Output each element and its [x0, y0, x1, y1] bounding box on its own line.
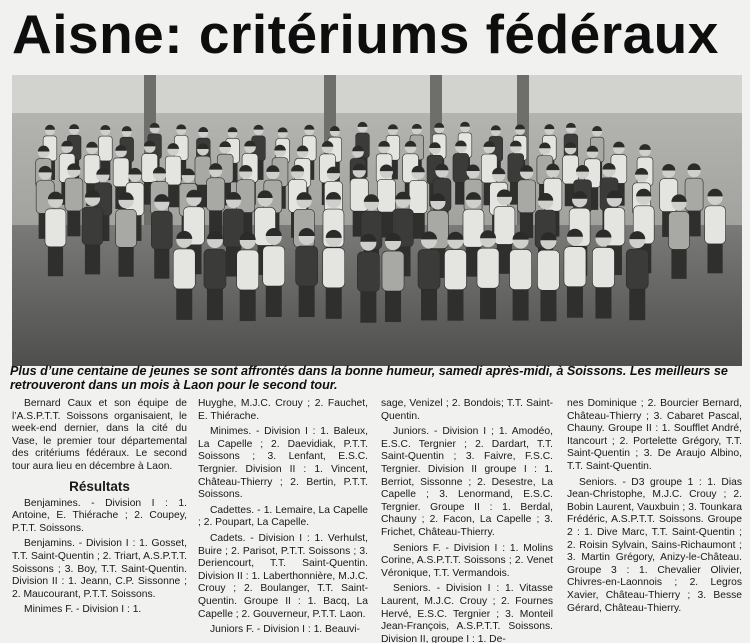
result-paragraph: Minimes. - Division I : 1. Baleux, La Capelle ; 2. Daevidiak, P.T.T. Soissons ; 3. Lenfant, E.S.C. Tergnier. Division II : 1. Vincent, Château-Thierry ; 2. Bertin, P.T.T. Soissons. [198, 426, 368, 501]
result-paragraph: Benjamins. - Division I : 1. Gosset, T.T. Saint-Quentin ; 2. Triart, A.S.P.T.T. Soissons ; 3. Boy, T.T. Saint-Quentin. Division II : 1. Jeann, C.P. Sissonne ; 2. Maucourant, P.T.T. Soissons. [12, 538, 187, 600]
article-headline: Aisne: critériums fédéraux [12, 3, 719, 65]
result-paragraph: nes Dominique ; 2. Bourcier Bernard, Château-Thierry ; 3. Cabaret Pascal, Chauny. Groupe II : 1. Soufflet André, Itancourt ; 2. Portelette Grégory, T.T. Saint-Quentin ; 3. De Araujo Albino, T.T. Saint-Quentin. [567, 398, 742, 472]
result-paragraph: Minimes F. - Division I : 1. [24, 604, 142, 616]
result-paragraph: Seniors F. - Division I : 1. Molins Corine, A.S.P.T.T. Soissons ; 2. Venet Véronique, T.T. Vermandois. [381, 542, 553, 579]
result-paragraph: Cadettes. - 1. Lemaire, La Capelle ; 2. Poupart, La Capelle. [198, 504, 368, 529]
article-column-2 [198, 398, 368, 643]
article-column-4 [567, 398, 742, 643]
result-paragraph: Juniors F. - Division I : 1. Beauvi- [210, 624, 360, 636]
group-photo [12, 75, 742, 366]
results-heading: Résultats [69, 478, 130, 494]
result-paragraph: Seniors. - Division I : 1. Vitasse Laurent, M.J.C. Crouy ; 2. Fournes Hervé, E.S.C. Tergnier ; 3. Monteil Jean-François, A.S.P.T.T. Soissons. Division II, groupe I : 1. De- [381, 583, 553, 643]
group-photo-image [12, 75, 742, 366]
result-paragraph: Cadets. - Division I : 1. Verhulst, Buire ; 2. Parisot, P.T.T. Soissons ; 3. Deriencourt, T.T. Saint-Quentin. Division II : 1. Laberthonnière, M.J.C. Crouy ; 2. Boulanger, T.T. Saint-Quentin. Groupe II : 1. Bacq, La Capelle ; 2. Gouverneur, P.T.T. Laon. [198, 532, 368, 620]
gym-windows [12, 75, 742, 113]
result-paragraph: Benjamines. - Division I : 1. Antoine, E. Thiérache ; 2. Coupey, P.T.T. Soissons. [12, 497, 187, 534]
result-paragraph: Juniors. - Division I ; 1. Amodéo, E.S.C. Tergnier ; 2. Dardart, T.T. Saint-Quentin ; 3. Faivre, F.S.C. Tergnier. Division II groupe I : 1. Berriot, Sissonne ; 2. Desestre, La Capelle ; 3. Lenormand, E.S.C. Tergnier. Groupe II : 1. Berdal, Chauny ; 2. Facon, La Capelle ; 3. Frichet, Château-Thierry. [381, 426, 553, 538]
result-paragraph: sage, Venizel ; 2. Bondois; T.T. Saint-Quentin. [381, 398, 553, 422]
article-column-1 [12, 398, 187, 643]
photo-caption: Plus d’une centaine de jeunes se sont affrontés dans la bonne humeur, samedi après-midi, à Soissons. Les meilleurs se retrouveront dans un mois à Laon pour le second tour. [10, 364, 728, 392]
result-paragraph: Seniors. - D3 groupe 1 : 1. Dias Jean-Christophe, M.J.C. Crouy ; 2. Bobin Laurent, Vauxbuin ; 3. Tounkara Frédéric, A.S.P.T.T. Soissons. Groupe 2 : 1. Dive Marc, T.T. Saint-Quentin ; 2. Roisin Sylvain, Sains-Richaumont ; 3. Martin Grégory, Anizy-le-Château. Groupe 3 : 1. Chevalier Olivier, Chivres-en-Laonnois ; 2. Legros Xavier, Château-Thierry ; 3. Besse Gérard, Château-Thierry. [567, 476, 742, 614]
article-column-3 [381, 398, 553, 643]
article-intro: Bernard Caux et son équipe de l’A.S.P.T.T. Soissons organisaient, le week-end dernier, dans la cité du Vase, le premier tour départemental des critériums fédéraux. Le second tour aura lieu en décembre à Laon. [12, 398, 187, 472]
result-paragraph: Huyghe, M.J.C. Crouy ; 2. Fauchet, E. Thiérache. [198, 398, 368, 422]
